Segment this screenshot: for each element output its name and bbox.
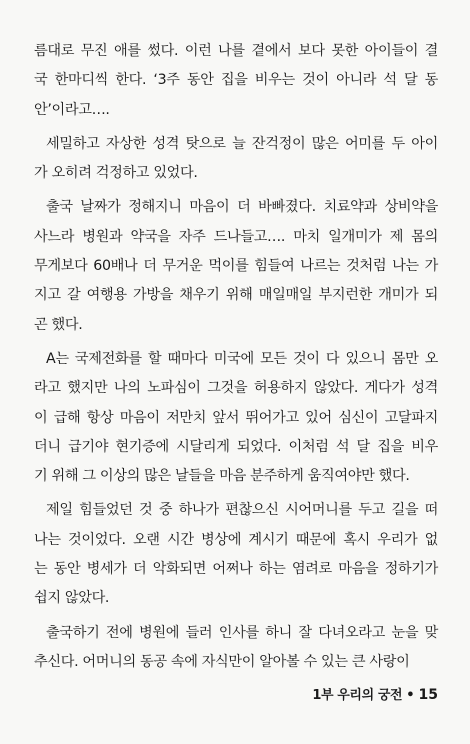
text-line: 름대로 무진 애를 썼다. 이런 나를 곁에서 보다 못한 아이들이 결: [34, 43, 438, 59]
paragraph: [34, 37, 438, 125]
text-line: 곤 했다.: [34, 316, 83, 333]
page-number: 15: [418, 687, 438, 703]
text-line: 무게보다 60배나 더 무거운 먹이를 힘들여 나르는 것처럼 나는 가: [34, 258, 438, 275]
text-line: A는 국제전화를 할 때마다 미국에 모든 것이 다 있으니 몸만 오: [46, 350, 438, 367]
paragraph: [34, 130, 438, 189]
section-title: 1부 우리의 궁전: [312, 688, 403, 703]
text-line: 는 동안 병세가 더 악화되면 어쩌나 하는 염려로 마음을 정하기가: [34, 561, 438, 578]
text-line: 제일 힘들었던 것 중 하나가 편찮으신 시어머니를 두고 길을 떠: [46, 502, 438, 519]
paragraph: [34, 496, 438, 613]
paragraph: [34, 619, 438, 678]
text-line: 지고 갈 여행용 가방을 채우기 위해 매일매일 부지런한 개미가 되: [34, 287, 438, 304]
text-line: 국 한마디씩 한다. ‘3주 동안 집을 비우는 것이 아니라 석 달 동: [34, 72, 438, 89]
text-line: 사느라 병원과 약국을 자주 드나들고…. 마치 일개미가 제 몸의: [34, 228, 438, 245]
page-footer: [312, 686, 438, 705]
text-line: 라고 했지만 나의 노파심이 그것을 허용하지 않았다. 게다가 성격: [34, 380, 438, 397]
text-line: 추신다. 어머니의 동공 속에 자식만이 알아볼 수 있는 큰 사랑이: [34, 653, 410, 670]
text-line: 쉽지 않았다.: [34, 590, 110, 607]
text-line: 더니 급기야 현기증에 시달리게 되었다. 이처럼 석 달 집을 비우: [34, 438, 438, 455]
text-line: 가 오히려 걱정하고 있었다.: [34, 165, 198, 182]
text-line: 안’이라고….: [34, 101, 110, 118]
text-line: 이 급해 항상 마음이 저만치 앞서 뛰어가고 있어 심신이 고달파지: [34, 409, 438, 426]
text-line: 출국하기 전에 병원에 들러 인사를 하니 잘 다녀오라고 눈을 맞: [46, 624, 438, 641]
paragraph: [34, 345, 438, 491]
text-line: 세밀하고 자상한 성격 탓으로 늘 잔걱정이 많은 어미를 두 아이: [46, 135, 438, 152]
text-line: 나는 것이었다. 오랜 시간 병상에 계시기 때문에 혹시 우리가 없: [34, 531, 438, 548]
paragraph: [34, 193, 438, 339]
text-line: 기 위해 그 이상의 많은 날들을 마음 분주하게 움직여야만 했다.: [34, 468, 410, 485]
footer-separator: •: [406, 688, 415, 703]
text-line: 출국 날짜가 정해지니 마음이 더 바빠졌다. 치료약과 상비약을: [46, 199, 438, 216]
body-text: [34, 37, 438, 682]
